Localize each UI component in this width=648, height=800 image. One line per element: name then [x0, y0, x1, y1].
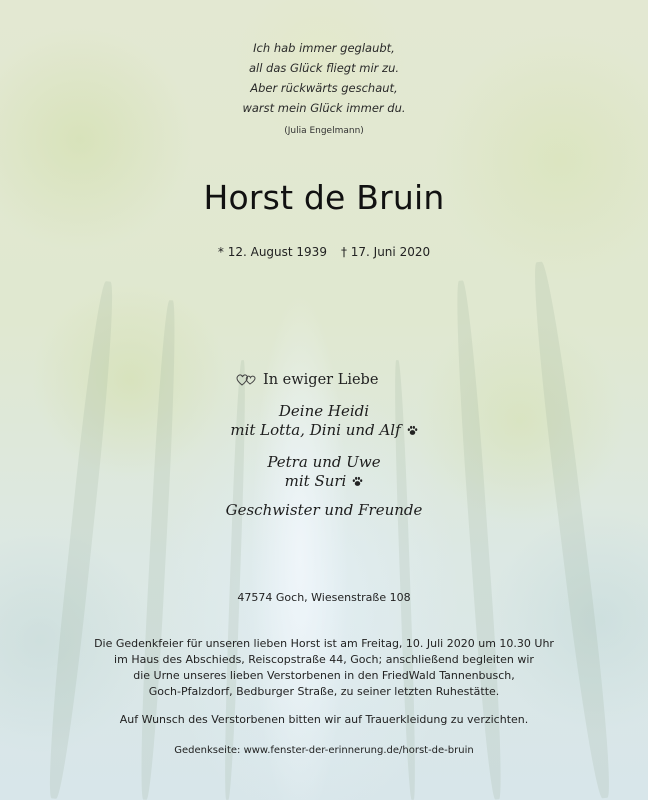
memorial-page-link[interactable]: Gedenkseite: www.fenster-der-erinnerung.de/horst-de-bruin: [174, 745, 474, 756]
poem-line: warst mein Glück immer du.: [242, 101, 406, 115]
mourner-group: [0, 453, 648, 491]
poem-author: (Julia Engelmann): [284, 126, 364, 136]
life-dates: [0, 245, 648, 259]
paw-icon: [352, 476, 363, 487]
mourner-line: Deine Heidi: [278, 402, 370, 420]
ceremony-line: Die Gedenkfeier für unseren lieben Horst ist am Freitag, 10. Juli 2020 um 10.30 Uhr: [94, 637, 554, 650]
poem-line: Aber rückwärts geschaut,: [250, 81, 398, 95]
mourner-line: Petra und Uwe: [267, 453, 381, 471]
ceremony-notice: [40, 636, 608, 700]
mourner-line: [0, 472, 648, 491]
poem-line: Ich hab immer geglaubt,: [253, 41, 395, 55]
mourner-line-text: mit Lotta, Dini und Alf: [230, 421, 401, 439]
poem-line: all das Glück fliegt mir zu.: [248, 61, 400, 75]
birth-date: * 12. August 1939: [217, 245, 327, 259]
two-hearts-icon: [236, 373, 258, 387]
death-date: † 17. Juni 2020: [340, 245, 431, 259]
mourner-line-text: mit Suri: [284, 472, 347, 490]
mourners-intro-text: In ewiger Liebe: [263, 372, 379, 388]
ceremony-line: Goch-Pfalzdorf, Bedburger Straße, zu seiner letzten Ruhestätte.: [148, 685, 500, 698]
paw-icon: [407, 425, 418, 436]
mourners-intro: [236, 372, 378, 388]
mourner-group: Geschwister und Freunde: [225, 501, 423, 519]
dress-request: Auf Wunsch des Verstorbenen bitten wir auf Trauerkleidung zu verzichten.: [119, 713, 529, 726]
deceased-name: Horst de Bruin: [203, 178, 445, 217]
poem: [0, 38, 648, 138]
ceremony-line: die Urne unseres lieben Verstorbenen in den FriedWald Tannenbusch,: [133, 669, 515, 682]
address: 47574 Goch, Wiesenstraße 108: [237, 591, 411, 604]
mourner-line: [0, 421, 648, 440]
ceremony-line: im Haus des Abschieds, Reiscopstraße 44, Goch; anschließend begleiten wir: [114, 653, 534, 666]
mourner-group: [0, 402, 648, 440]
